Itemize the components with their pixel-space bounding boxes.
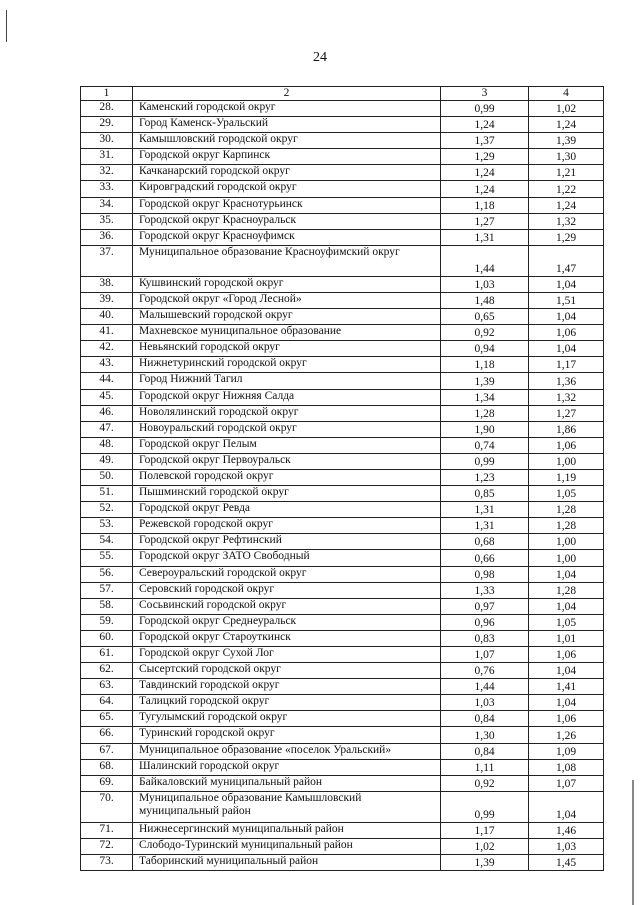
row-number: 61.	[81, 647, 133, 663]
value-column-3: 0,92	[441, 775, 529, 791]
value-column-3: 1,48	[441, 292, 529, 308]
municipality-name: Муниципальное образование Камышловский муниципальный район	[133, 791, 441, 822]
value-column-3: 0,97	[441, 598, 529, 614]
table-row	[81, 743, 604, 759]
value-column-3: 1,37	[441, 133, 529, 149]
row-number: 56.	[81, 566, 133, 582]
value-column-3: 1,29	[441, 149, 529, 165]
row-number: 32.	[81, 165, 133, 181]
table-row	[81, 727, 604, 743]
value-column-3: 1,30	[441, 727, 529, 743]
municipality-name: Городской округ Рефтинский	[133, 534, 441, 550]
row-number: 65.	[81, 711, 133, 727]
municipalities-table	[80, 86, 604, 871]
value-column-3: 1,34	[441, 389, 529, 405]
municipality-name: Байкаловский муниципальный район	[133, 775, 441, 791]
table-row	[81, 630, 604, 646]
row-number: 67.	[81, 743, 133, 759]
value-column-4: 1,19	[529, 469, 604, 485]
municipality-name: Муниципальное образование «поселок Уральский»	[133, 743, 441, 759]
municipality-name: Камышловский городской округ	[133, 133, 441, 149]
row-number: 38.	[81, 276, 133, 292]
value-column-4: 1,07	[529, 775, 604, 791]
municipality-name: Шалинский городской округ	[133, 759, 441, 775]
value-column-4: 1,03	[529, 838, 604, 854]
row-number: 29.	[81, 117, 133, 133]
table-row	[81, 197, 604, 213]
municipality-name: Городской округ Сухой Лог	[133, 647, 441, 663]
row-number: 64.	[81, 695, 133, 711]
value-column-4: 1,00	[529, 534, 604, 550]
value-column-3: 1,18	[441, 197, 529, 213]
value-column-4: 1,06	[529, 711, 604, 727]
municipality-name: Таборинский муниципальный район	[133, 855, 441, 871]
column-header-number: 1	[81, 87, 133, 101]
table-row	[81, 566, 604, 582]
value-column-3: 1,11	[441, 759, 529, 775]
row-number: 35.	[81, 213, 133, 229]
table-row	[81, 486, 604, 502]
value-column-3: 1,44	[441, 679, 529, 695]
table-row	[81, 229, 604, 245]
row-number: 37.	[81, 245, 133, 276]
value-column-4: 1,32	[529, 389, 604, 405]
value-column-4: 1,04	[529, 663, 604, 679]
value-column-3: 1,02	[441, 838, 529, 854]
municipality-name: Новолялинский городской округ	[133, 405, 441, 421]
row-number: 55.	[81, 550, 133, 566]
value-column-4: 1,28	[529, 502, 604, 518]
row-number: 47.	[81, 421, 133, 437]
table-row	[81, 309, 604, 325]
value-column-3: 0,99	[441, 101, 529, 117]
municipality-name: Невьянский городской округ	[133, 341, 441, 357]
value-column-4: 1,09	[529, 743, 604, 759]
value-column-4: 1,51	[529, 292, 604, 308]
municipality-name: Городской округ Первоуральск	[133, 453, 441, 469]
municipality-name: Городской округ Красноуфимск	[133, 229, 441, 245]
table-row	[81, 791, 604, 822]
row-number: 33.	[81, 181, 133, 197]
value-column-4: 1,21	[529, 165, 604, 181]
municipality-name: Каменский городской округ	[133, 101, 441, 117]
table-row	[81, 518, 604, 534]
value-column-4: 1,41	[529, 679, 604, 695]
value-column-4: 1,06	[529, 647, 604, 663]
table-row	[81, 117, 604, 133]
row-number: 34.	[81, 197, 133, 213]
table-row	[81, 502, 604, 518]
value-column-3: 0,94	[441, 341, 529, 357]
row-number: 71.	[81, 822, 133, 838]
table-row	[81, 663, 604, 679]
table-row	[81, 133, 604, 149]
row-number: 48.	[81, 437, 133, 453]
table-row	[81, 695, 604, 711]
value-column-4: 1,01	[529, 630, 604, 646]
municipality-name: Североуральский городской округ	[133, 566, 441, 582]
value-column-3: 0,83	[441, 630, 529, 646]
value-column-4: 1,39	[529, 133, 604, 149]
row-number: 36.	[81, 229, 133, 245]
municipality-name: Талицкий городской округ	[133, 695, 441, 711]
value-column-3: 1,17	[441, 822, 529, 838]
value-column-4: 1,47	[529, 245, 604, 276]
municipality-name: Сосьвинский городской округ	[133, 598, 441, 614]
row-number: 51.	[81, 486, 133, 502]
value-column-4: 1,45	[529, 855, 604, 871]
value-column-3: 1,18	[441, 357, 529, 373]
value-column-4: 1,04	[529, 309, 604, 325]
value-column-4: 1,22	[529, 181, 604, 197]
value-column-3: 0,65	[441, 309, 529, 325]
value-column-3: 1,33	[441, 582, 529, 598]
value-column-4: 1,05	[529, 486, 604, 502]
value-column-3: 0,98	[441, 566, 529, 582]
table-row	[81, 838, 604, 854]
table-row	[81, 405, 604, 421]
row-number: 54.	[81, 534, 133, 550]
row-number: 46.	[81, 405, 133, 421]
value-column-3: 1,31	[441, 229, 529, 245]
value-column-4: 1,17	[529, 357, 604, 373]
municipality-name: Городской округ Староуткинск	[133, 630, 441, 646]
row-number: 45.	[81, 389, 133, 405]
row-number: 30.	[81, 133, 133, 149]
value-column-3: 1,03	[441, 695, 529, 711]
scan-edge-mark	[6, 10, 7, 42]
row-number: 43.	[81, 357, 133, 373]
table-row	[81, 245, 604, 276]
value-column-4: 1,28	[529, 518, 604, 534]
table-row	[81, 101, 604, 117]
municipality-name: Городской округ Краснотурьинск	[133, 197, 441, 213]
row-number: 62.	[81, 663, 133, 679]
value-column-3: 1,31	[441, 502, 529, 518]
value-column-4: 1,27	[529, 405, 604, 421]
scan-edge-mark	[632, 780, 634, 905]
municipality-name: Полевской городской округ	[133, 469, 441, 485]
municipality-name: Качканарский городской округ	[133, 165, 441, 181]
value-column-3: 1,44	[441, 245, 529, 276]
municipality-name: Сысертский городской округ	[133, 663, 441, 679]
row-number: 70.	[81, 791, 133, 822]
municipality-name: Новоуральский городской округ	[133, 421, 441, 437]
value-column-4: 1,86	[529, 421, 604, 437]
row-number: 41.	[81, 325, 133, 341]
table-row	[81, 534, 604, 550]
municipality-name: Город Каменск-Уральский	[133, 117, 441, 133]
municipality-name: Малышевский городской округ	[133, 309, 441, 325]
municipality-name: Городской округ «Город Лесной»	[133, 292, 441, 308]
table-row	[81, 647, 604, 663]
row-number: 59.	[81, 614, 133, 630]
municipality-name: Слободо-Туринский муниципальный район	[133, 838, 441, 854]
value-column-4: 1,06	[529, 437, 604, 453]
value-column-4: 1,08	[529, 759, 604, 775]
table-row	[81, 453, 604, 469]
table-row	[81, 341, 604, 357]
municipality-name: Городской округ Среднеуральск	[133, 614, 441, 630]
municipality-name: Городской округ Карпинск	[133, 149, 441, 165]
municipality-name: Муниципальное образование Красноуфимский округ	[133, 245, 441, 276]
row-number: 49.	[81, 453, 133, 469]
table-row	[81, 165, 604, 181]
value-column-4: 1,28	[529, 582, 604, 598]
row-number: 28.	[81, 101, 133, 117]
value-column-4: 1,02	[529, 101, 604, 117]
value-column-3: 0,84	[441, 743, 529, 759]
value-column-3: 0,85	[441, 486, 529, 502]
value-column-3: 0,74	[441, 437, 529, 453]
table-row	[81, 389, 604, 405]
value-column-3: 1,31	[441, 518, 529, 534]
row-number: 31.	[81, 149, 133, 165]
table-row	[81, 213, 604, 229]
value-column-3: 1,39	[441, 855, 529, 871]
row-number: 73.	[81, 855, 133, 871]
municipality-name: Городской округ Пелым	[133, 437, 441, 453]
municipality-name: Город Нижний Тагил	[133, 373, 441, 389]
value-column-4: 1,24	[529, 197, 604, 213]
value-column-4: 1,04	[529, 791, 604, 822]
value-column-3: 1,28	[441, 405, 529, 421]
municipality-name: Городской округ Ревда	[133, 502, 441, 518]
value-column-3: 0,68	[441, 534, 529, 550]
table-row	[81, 357, 604, 373]
table-row	[81, 679, 604, 695]
table-row	[81, 437, 604, 453]
value-column-3: 0,99	[441, 453, 529, 469]
municipality-name: Кушвинский городской округ	[133, 276, 441, 292]
value-column-3: 1,24	[441, 117, 529, 133]
table-row	[81, 822, 604, 838]
value-column-4: 1,26	[529, 727, 604, 743]
municipality-name: Кировградский городской округ	[133, 181, 441, 197]
row-number: 69.	[81, 775, 133, 791]
row-number: 60.	[81, 630, 133, 646]
value-column-4: 1,04	[529, 276, 604, 292]
value-column-3: 0,84	[441, 711, 529, 727]
row-number: 58.	[81, 598, 133, 614]
value-column-4: 1,36	[529, 373, 604, 389]
value-column-3: 1,03	[441, 276, 529, 292]
column-header-value-4: 4	[529, 87, 604, 101]
municipality-name: Нижнесергинский муниципальный район	[133, 822, 441, 838]
value-column-4: 1,06	[529, 325, 604, 341]
table-row	[81, 598, 604, 614]
municipality-name: Пышминский городской округ	[133, 486, 441, 502]
column-header-value-3: 3	[441, 87, 529, 101]
table-row	[81, 582, 604, 598]
value-column-3: 0,92	[441, 325, 529, 341]
row-number: 68.	[81, 759, 133, 775]
table-row	[81, 469, 604, 485]
value-column-4: 1,00	[529, 453, 604, 469]
value-column-4: 1,29	[529, 229, 604, 245]
row-number: 57.	[81, 582, 133, 598]
table-row	[81, 292, 604, 308]
value-column-3: 1,07	[441, 647, 529, 663]
value-column-3: 1,24	[441, 181, 529, 197]
value-column-4: 1,04	[529, 695, 604, 711]
table-row	[81, 711, 604, 727]
table-row	[81, 149, 604, 165]
row-number: 52.	[81, 502, 133, 518]
value-column-4: 1,24	[529, 117, 604, 133]
value-column-4: 1,05	[529, 614, 604, 630]
table-row	[81, 325, 604, 341]
table-row	[81, 614, 604, 630]
municipality-name: Туринский городской округ	[133, 727, 441, 743]
municipality-name: Серовский городской округ	[133, 582, 441, 598]
row-number: 63.	[81, 679, 133, 695]
municipality-name: Махневское муниципальное образование	[133, 325, 441, 341]
table-row	[81, 276, 604, 292]
value-column-3: 1,23	[441, 469, 529, 485]
value-column-3: 0,99	[441, 791, 529, 822]
value-column-4: 1,04	[529, 341, 604, 357]
column-header-name: 2	[133, 87, 441, 101]
value-column-4: 1,00	[529, 550, 604, 566]
value-column-4: 1,32	[529, 213, 604, 229]
value-column-3: 1,27	[441, 213, 529, 229]
row-number: 50.	[81, 469, 133, 485]
value-column-4: 1,46	[529, 822, 604, 838]
row-number: 53.	[81, 518, 133, 534]
row-number: 66.	[81, 727, 133, 743]
value-column-3: 1,90	[441, 421, 529, 437]
row-number: 44.	[81, 373, 133, 389]
municipality-name: Тугулымский городской округ	[133, 711, 441, 727]
table-row	[81, 181, 604, 197]
municipality-name: Нижнетуринский городской округ	[133, 357, 441, 373]
municipality-name: Тавдинский городской округ	[133, 679, 441, 695]
value-column-3: 1,24	[441, 165, 529, 181]
municipality-name: Режевской городской округ	[133, 518, 441, 534]
value-column-4: 1,04	[529, 598, 604, 614]
value-column-3: 0,66	[441, 550, 529, 566]
value-column-4: 1,30	[529, 149, 604, 165]
table-header-row	[81, 87, 604, 101]
row-number: 40.	[81, 309, 133, 325]
value-column-3: 0,76	[441, 663, 529, 679]
table-row	[81, 373, 604, 389]
table-row	[81, 855, 604, 871]
value-column-3: 1,39	[441, 373, 529, 389]
row-number: 39.	[81, 292, 133, 308]
table-row	[81, 759, 604, 775]
municipality-name: Городской округ Нижняя Салда	[133, 389, 441, 405]
row-number: 72.	[81, 838, 133, 854]
value-column-3: 0,96	[441, 614, 529, 630]
value-column-4: 1,04	[529, 566, 604, 582]
page-number: 24	[313, 50, 327, 65]
row-number: 42.	[81, 341, 133, 357]
table-row	[81, 775, 604, 791]
municipality-name: Городской округ ЗАТО Свободный	[133, 550, 441, 566]
table-row	[81, 421, 604, 437]
table-row	[81, 550, 604, 566]
table-body	[81, 101, 604, 871]
municipality-name: Городской округ Красноуральск	[133, 213, 441, 229]
